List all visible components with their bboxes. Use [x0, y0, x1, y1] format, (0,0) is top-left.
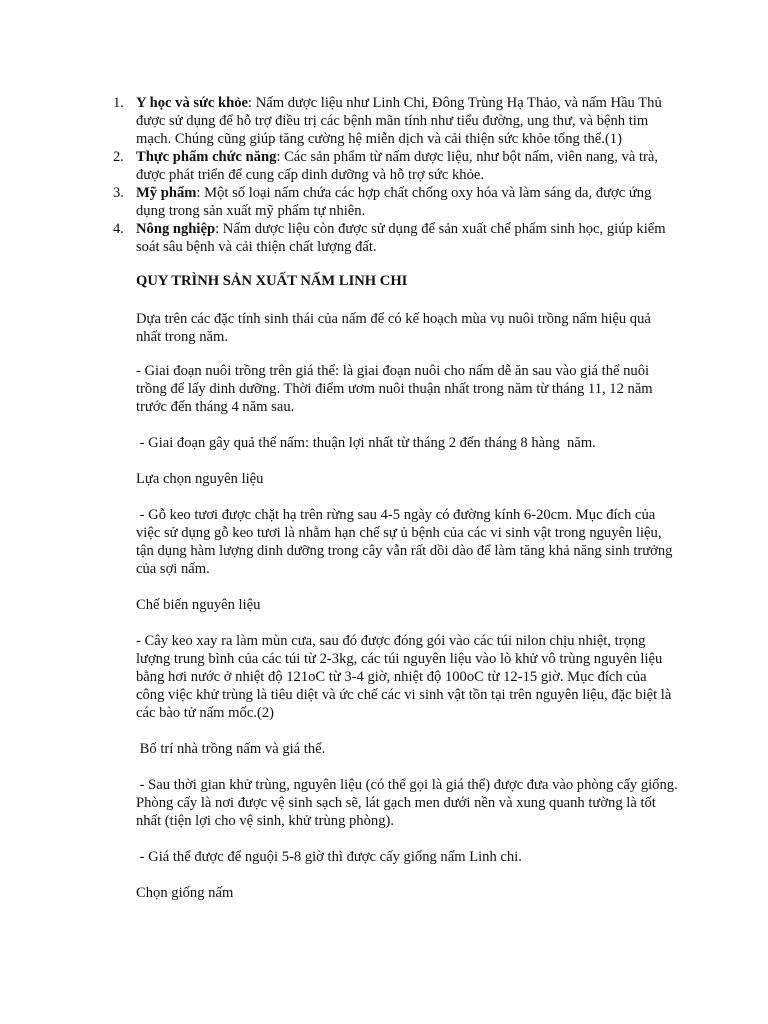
list-item-term: Y học và sức khỏe: [136, 95, 248, 111]
paragraph: - Gỗ keo tươi được chặt hạ trên rừng sau 4-5 ngày có đường kính 6-20cm. Mục đích của việc sử dụng gỗ keo tươi là nhằm hạn chế sự ủ bệnh của các vi sinh vật trong nguyên liệu, tận dụng hàm lượng dinh dưỡng trong cây vẫn rất dồi dào để làm tăng khả năng sinh trưởng của sợi nấm.: [136, 507, 677, 577]
list-item-text: : Một số loại nấm chứa các hợp chất chống oxy hóa và làm sáng da, được ứng dụng trong sản xuất mỹ phẩm tự nhiên.: [136, 185, 652, 219]
paragraph: Dựa trên các đặc tính sinh thái của nấm để có kế hoạch mùa vụ nuôi trồng nấm hiệu quả nhất trong năm.: [136, 311, 651, 345]
subheading: Bố trí nhà trồng nấm và giá thể.: [136, 741, 326, 757]
list-number: 2.: [113, 149, 124, 165]
list-item-term: Mỹ phẩm: [136, 185, 197, 201]
list-item-functional-food: [136, 148, 678, 184]
paragraph: - Giá thể được để nguội 5-8 giờ thì được cấy giống nấm Linh chi.: [136, 849, 522, 865]
subheading: Lựa chọn nguyên liệu: [136, 471, 264, 487]
paragraph: - Giai đoạn nuôi trồng trên giá thể: là giai đoạn nuôi cho nấm dễ ăn sau vào giá thể nuôi trồng để lấy dinh dưỡng. Thời điểm ươm nuôi thuận nhất trong năm từ tháng 11, 12 năm trước đến tháng 4 năm sau.: [136, 363, 653, 415]
list-item-text: : Nấm dược liệu như Linh Chi, Đông Trùng Hạ Thảo, và nấm Hầu Thủ được sử dụng để hỗ trợ điều trị các bệnh mãn tính như tiểu đường, ung thư, và bệnh tim mạch. Chúng cũng giúp tăng cường hệ miễn dịch và cải thiện sức khỏe tổng thể.(1): [136, 95, 662, 147]
list-item-medicine: [136, 94, 678, 148]
list-number: 1.: [113, 95, 124, 111]
list-item-text: : Nấm dược liệu còn được sử dụng để sản xuất chế phẩm sinh học, giúp kiểm soát sâu bệnh và cải thiện chất lượng đất.: [136, 221, 666, 255]
paragraph: - Sau thời gian khử trùng, nguyên liệu (có thể gọi là giá thể) được đưa vào phòng cấy giống. Phòng cấy là nơi được vệ sinh sạch sẽ, lát gạch men dưới nền và xung quanh tường là tốt nhất (tiện lợi cho vệ sinh, khử trùng phòng).: [136, 777, 682, 829]
section-heading: QUY TRÌNH SẢN XUẤT NẤM LINH CHI: [136, 273, 408, 289]
list-item-term: Thực phẩm chức năng: [136, 149, 277, 165]
list-item-text: : Các sản phẩm từ nấm dược liệu, như bột nấm, viên nang, và trà, được phát triển để cung cấp dinh dưỡng và hỗ trợ sức khỏe.: [136, 149, 658, 183]
list-item-term: Nông nghiệp: [136, 221, 216, 237]
list-item-agriculture: [136, 220, 678, 256]
subheading: Chọn giống nấm: [136, 885, 234, 901]
paragraph: - Cây keo xay ra làm mùn cưa, sau đó được đóng gói vào các túi nilon chịu nhiệt, trọng lượng trung bình của các túi từ 2-3kg, các túi nguyên liệu vào lò khử vô trùng nguyên liệu bằng hơi nước ở nhiệt độ 121oC từ 3-4 giờ, nhiệt độ 100oC từ 12-15 giờ. Mục đích của công việc khử trùng là tiêu diệt và ức chế các vi sinh vật tồn tại trên nguyên liệu, đặc biệt là các bào tử nấm mốc.(2): [136, 633, 672, 721]
paragraph: - Giai đoạn gây quả thể nấm: thuận lợi nhất từ tháng 2 đến tháng 8 hàng năm.: [136, 435, 596, 451]
list-number: 3.: [113, 185, 124, 201]
list-number: 4.: [113, 221, 124, 237]
list-item-cosmetics: [136, 184, 678, 220]
subheading: Chế biến nguyên liệu: [136, 597, 261, 613]
